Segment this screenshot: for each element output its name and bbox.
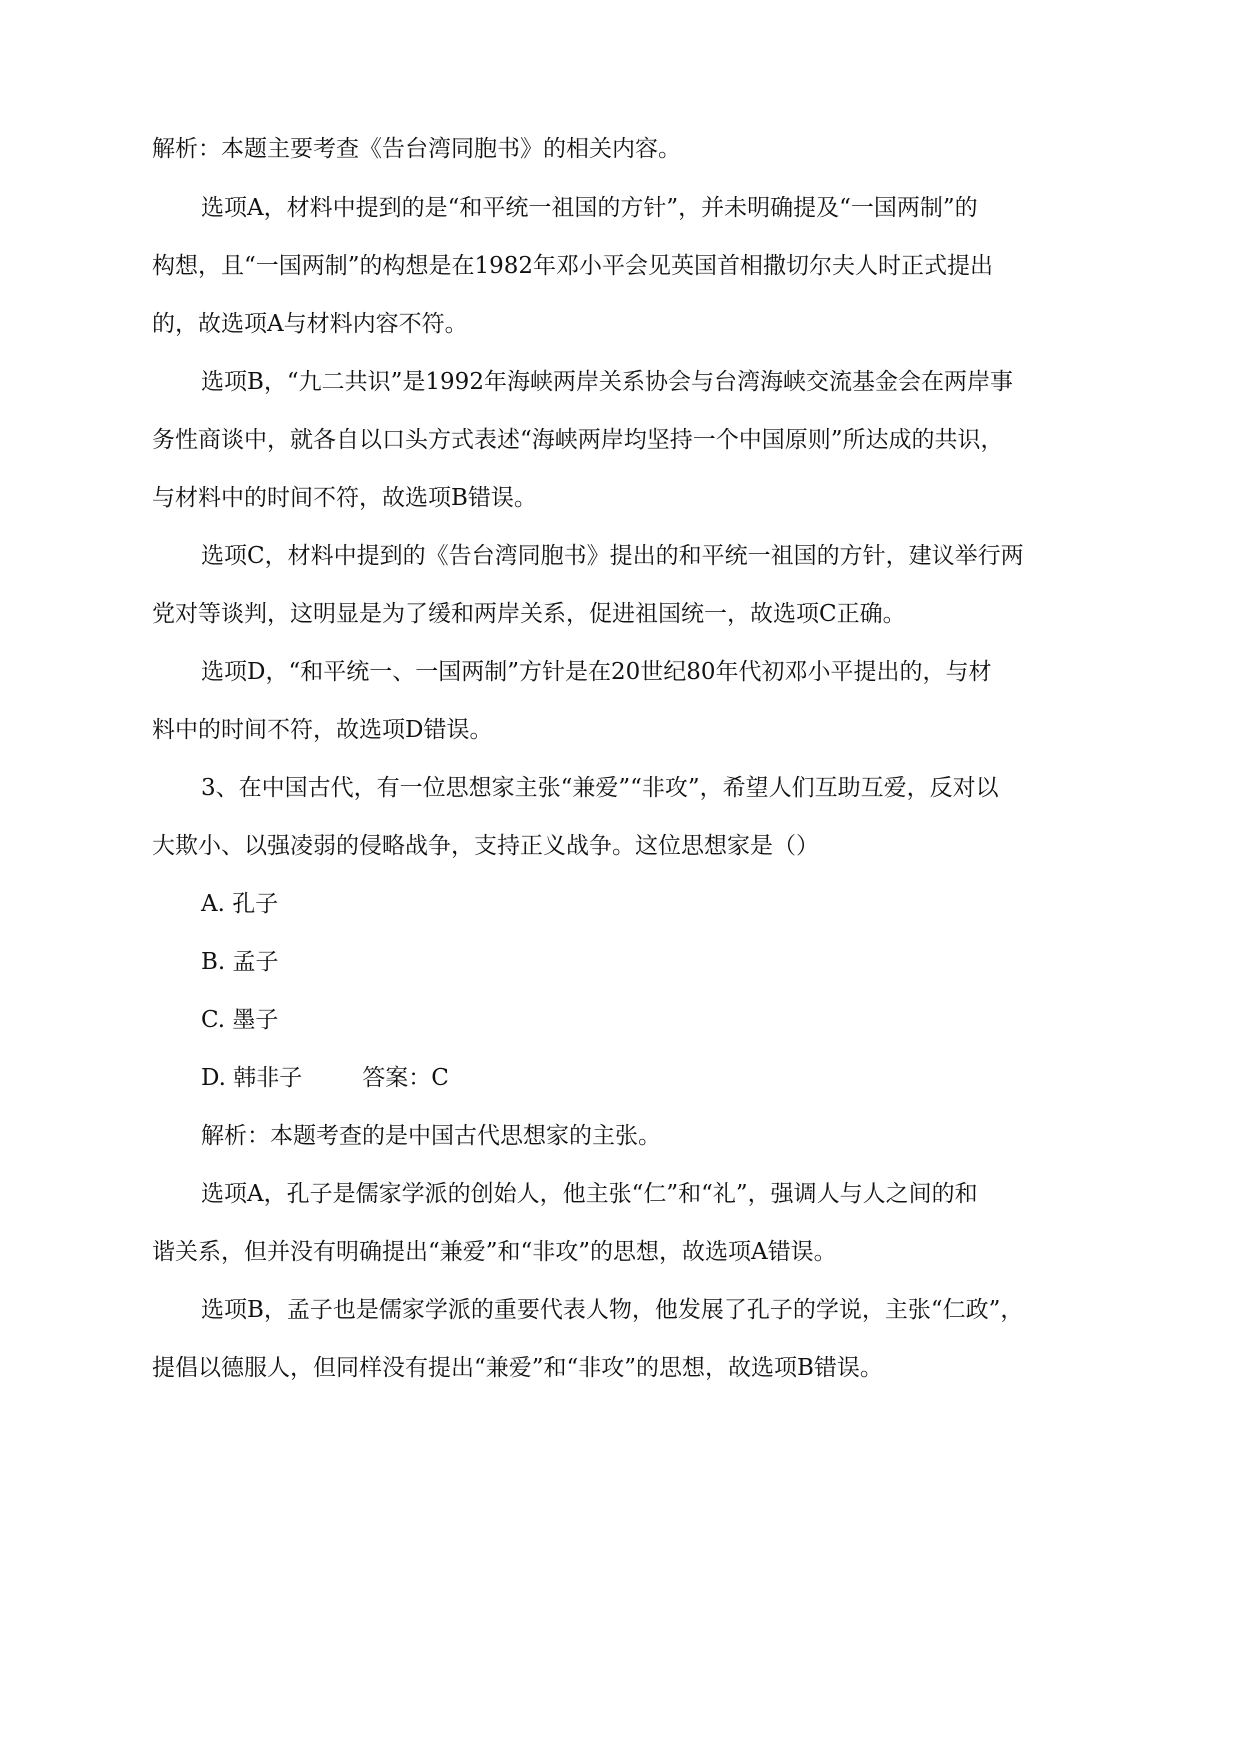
- paragraph-line: 选项B，“九二共识”是1992年海峡两岸关系协会与台湾海峡交流基金会在两岸事: [201, 369, 1013, 395]
- paragraph-line: 选项D，“和平统一、一国两制”方针是在20世纪80年代初邓小平提出的，与材: [201, 659, 992, 685]
- paragraph-line: 务性商谈中，就各自以口头方式表述“海峡两岸均坚持一个中国原则”所达成的共识，: [152, 427, 1004, 453]
- paragraph-line: 解析：本题主要考查《告台湾同胞书》的相关内容。: [152, 136, 681, 162]
- paragraph-line: 构想，且“一国两制”的构想是在1982年邓小平会见英国首相撒切尔夫人时正式提出: [152, 253, 994, 279]
- option-c: C. 墨子: [201, 1007, 279, 1033]
- paragraph-line: 料中的时间不符，故选项D错误。: [152, 717, 493, 743]
- paragraph-line: 提倡以德服人，但同样没有提出“兼爱”和“非攻”的思想，故选项B错误。: [152, 1355, 883, 1381]
- question-line: 3、在中国古代，有一位思想家主张“兼爱”“非攻”，希望人们互助互爱，反对以: [201, 775, 999, 801]
- paragraph-line: 选项C，材料中提到的《告台湾同胞书》提出的和平统一祖国的方针，建议举行两: [201, 543, 1024, 569]
- paragraph-line: 解析：本题考查的是中国古代思想家的主张。: [201, 1123, 661, 1149]
- paragraph-line: 选项B，孟子也是儒家学派的重要代表人物，他发展了孔子的学说，主张“仁政”，: [201, 1297, 1024, 1323]
- paragraph-line: 党对等谈判，这明显是为了缓和两岸关系，促进祖国统一，故选项C正确。: [152, 601, 906, 627]
- question-line: 大欺小、以强凌弱的侵略战争，支持正义战争。这位思想家是（）: [152, 833, 819, 859]
- paragraph-line: 谐关系，但并没有明确提出“兼爱”和“非攻”的思想，故选项A错误。: [152, 1239, 837, 1265]
- paragraph-line: 的，故选项A与材料内容不符。: [152, 311, 468, 337]
- option-a: A. 孔子: [201, 891, 279, 917]
- option-b: B. 孟子: [201, 949, 279, 975]
- paragraph-line: 与材料中的时间不符，故选项B错误。: [152, 485, 537, 511]
- answer-label: 答案：C: [362, 1065, 449, 1091]
- paragraph-line: 选项A，孔子是儒家学派的创始人，他主张“仁”和“礼”，强调人与人之间的和: [201, 1181, 978, 1207]
- option-d-row: [201, 1063, 449, 1093]
- option-d: D. 韩非子: [201, 1065, 303, 1091]
- paragraph-line: 选项A，材料中提到的是“和平统一祖国的方针”，并未明确提及“一国两制”的: [201, 195, 978, 221]
